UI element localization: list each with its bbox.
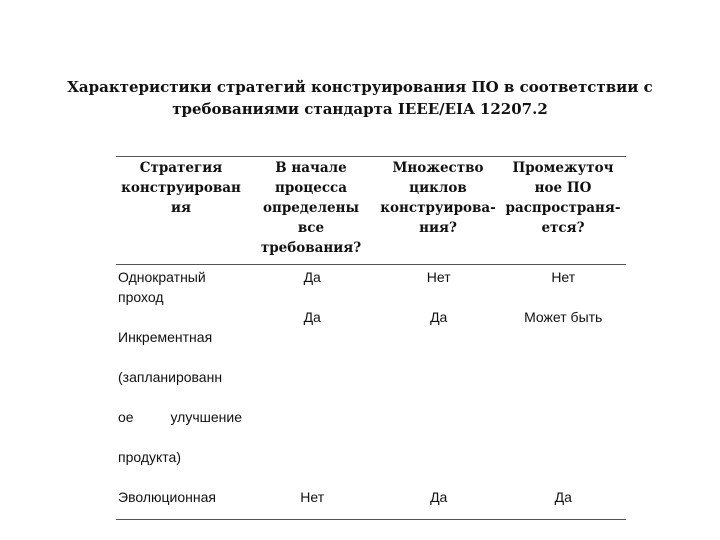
table-row: [116, 265, 626, 307]
header-requirements: В начале процесса определены все требования?: [260, 160, 362, 256]
strategy-line: продукта): [118, 449, 181, 465]
cell-intermediate: Может быть: [524, 309, 603, 325]
cell-strategy: [116, 307, 247, 487]
strategy-word: ое: [118, 409, 134, 425]
table-row: [116, 487, 626, 519]
cell-strategy: Эволюционная: [118, 489, 216, 505]
strategies-table: [116, 156, 626, 520]
header-intermediate: Промежуточ ное ПО распространя- ется?: [505, 160, 621, 236]
table-header: [116, 157, 626, 265]
strategy-word: улучшение: [170, 409, 242, 425]
document-title: [60, 76, 660, 120]
strategy-line: (запланированн: [118, 369, 223, 385]
strategy-line: Инкрементная: [118, 329, 213, 345]
header-strategy: Стратегия конструирован ия: [121, 160, 241, 216]
cell-strategy: Однократный проход: [118, 269, 206, 305]
title-line-2: требованиями стандарта IEEE/EIA 12207.2: [172, 100, 548, 118]
header-cycles: Множество циклов конструирова- ния?: [380, 160, 496, 236]
strategy-justified-line: [118, 407, 242, 427]
cell-cycles: Нет: [426, 269, 451, 285]
cell-cycles: Да: [430, 309, 448, 325]
cell-intermediate: Нет: [551, 269, 576, 285]
cell-cycles: Да: [430, 489, 448, 505]
cell-requirements: Да: [303, 269, 321, 285]
title-line-1: Характеристики стратегий конструирования ПО в соответствии с: [67, 78, 653, 96]
table-row: [116, 307, 626, 487]
cell-requirements: Нет: [300, 489, 325, 505]
cell-requirements: Да: [303, 309, 321, 325]
cell-intermediate: Да: [554, 489, 572, 505]
